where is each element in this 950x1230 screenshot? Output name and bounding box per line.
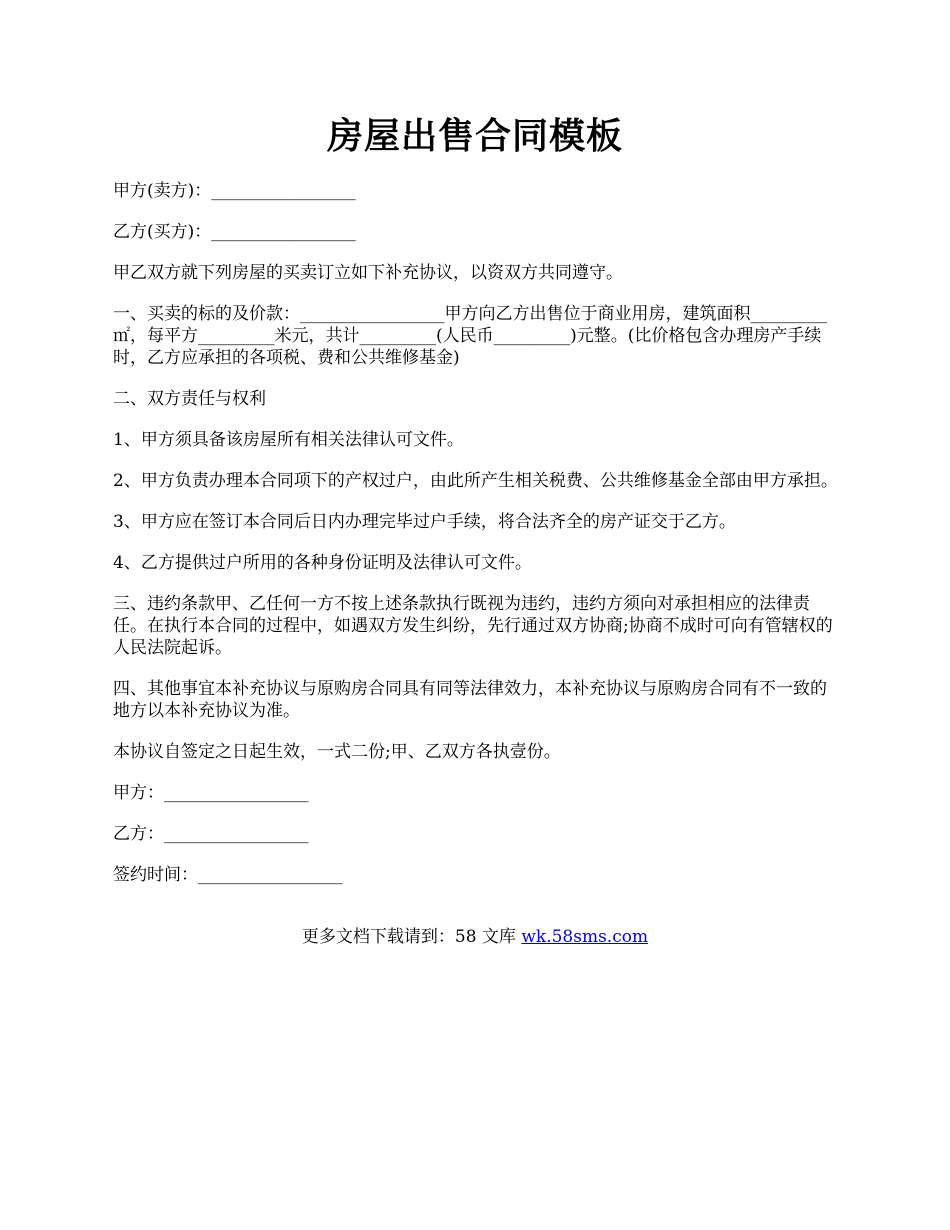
signature-party-a: 甲方：_________________ — [113, 783, 309, 803]
effective-paragraph: 本协议自签定之日起生效，一式二份;甲、乙双方各执壹份。 — [113, 742, 561, 762]
party-a-seller-line: 甲方(卖方)：_________________ — [113, 181, 356, 201]
signature-date: 签约时间：_________________ — [113, 865, 343, 885]
document-body — [113, 180, 841, 905]
clause-4-paragraph: 四、其他事宜本补充协议与原购房合同具有同等法律效力，本补充协议与原购房合同有不一致的地方以本补充协议为准。 — [113, 679, 827, 721]
footer — [0, 926, 950, 948]
clause-3-paragraph: 三、违约条款甲、乙任何一方不按上述条款执行既视为违约，违约方须向对承担相应的法律责任。在执行本合同的过程中，如遇双方发生纠纷，先行通过双方协商;协商不成时可向有管辖权的人民法院起诉。 — [113, 594, 833, 658]
clause-2-heading: 二、双方责任与权利 — [113, 389, 266, 409]
item-4-paragraph: 4、乙方提供过户所用的各种身份证明及法律认可文件。 — [113, 553, 532, 573]
footer-link[interactable]: wk.58sms.com — [521, 927, 649, 947]
item-2-paragraph: 2、甲方负责办理本合同项下的产权过户，由此所产生相关税费、公共维修基金全部由甲方承担。 — [113, 471, 838, 491]
item-3-paragraph: 3、甲方应在签订本合同后日内办理完毕过户手续，将合法齐全的房产证交于乙方。 — [113, 512, 736, 532]
footer-text: 更多文档下载请到：58 文库 — [301, 927, 522, 947]
item-1-paragraph: 1、甲方须具备该房屋所有相关法律认可文件。 — [113, 430, 464, 450]
signature-party-b: 乙方：_________________ — [113, 824, 309, 844]
clause-1-paragraph: 一、买卖的标的及价款：_________________甲方向乙方出售位于商业用房，建筑面积_________㎡，每平方_________米元，共计_________(人民币_________)元整。(比价格包含办理房产手续时，乙方应承担的各项税、费和公共维修基金) — [113, 304, 827, 368]
party-b-buyer-line: 乙方(买方)：_________________ — [113, 222, 356, 242]
document-title: 房屋出售合同模板 — [326, 115, 623, 157]
intro-paragraph: 甲乙双方就下列房屋的买卖订立如下补充协议，以资双方共同遵守。 — [113, 263, 623, 283]
